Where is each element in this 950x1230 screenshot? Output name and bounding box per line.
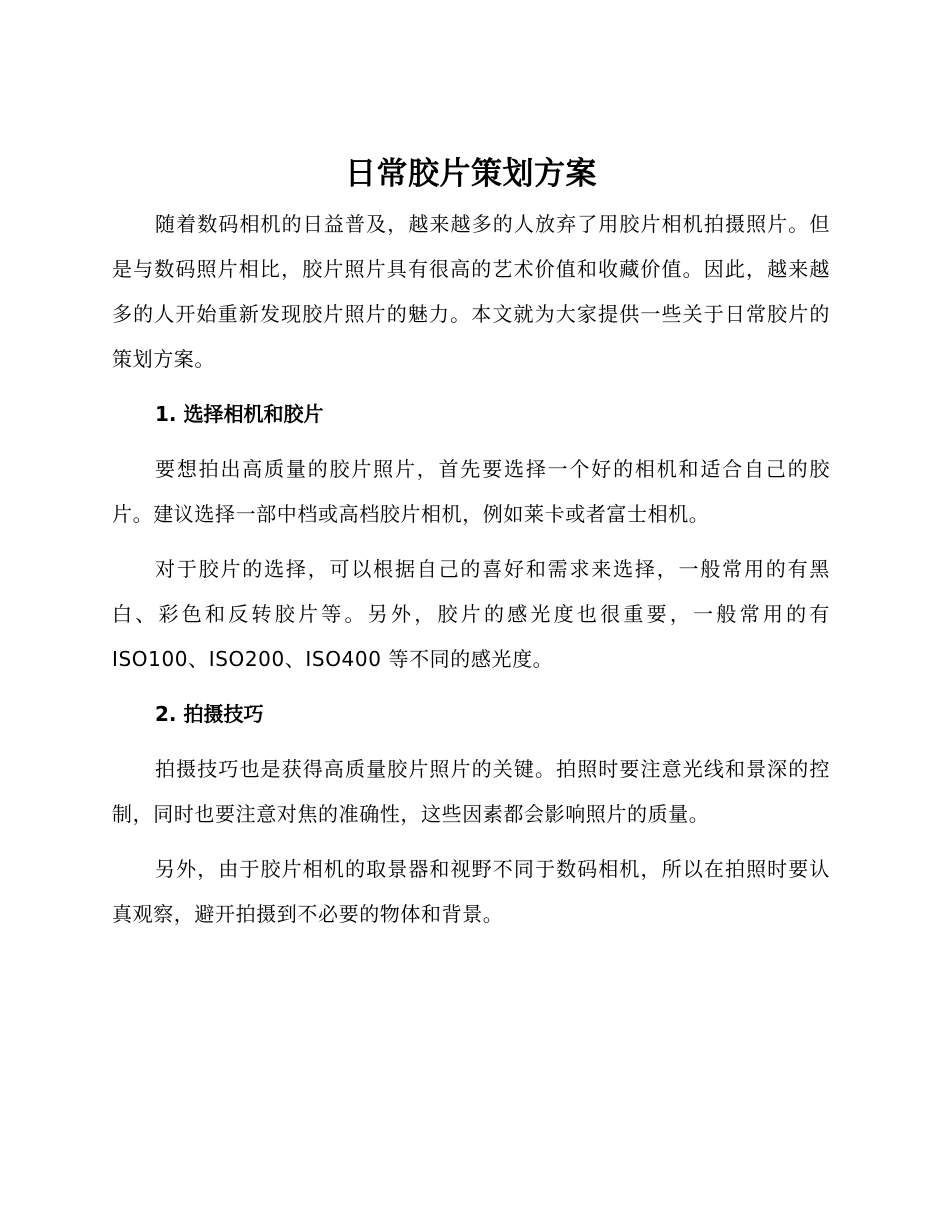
page-title: 日常胶片策划方案 — [345, 156, 597, 192]
section-2-paragraph-1: 拍摄技巧也是获得高质量胶片照片的关键。拍照时要注意光线和景深的控制，同时也要注意对焦的准确性，这些因素都会影响照片的质量。 — [112, 757, 830, 826]
document-body — [112, 148, 830, 947]
section-heading-camera-film: 1. 选择相机和胶片 — [155, 402, 324, 426]
section-heading-shooting-tips: 2. 拍摄技巧 — [155, 702, 264, 726]
section-1-paragraph-2: 对于胶片的选择，可以根据自己的喜好和需求来选择，一般常用的有黑白、彩色和反转胶片等。另外，胶片的感光度也很重要，一般常用的有 ISO100、ISO200、ISO400 等不同的感光度。 — [112, 557, 830, 671]
section-1-paragraph-1: 要想拍出高质量的胶片照片，首先要选择一个好的相机和适合自己的胶片。建议选择一部中档或高档胶片相机，例如莱卡或者富士相机。 — [112, 457, 830, 526]
section-2-paragraph-2: 另外，由于胶片相机的取景器和视野不同于数码相机，所以在拍照时要认真观察，避开拍摄到不必要的物体和背景。 — [112, 857, 830, 926]
intro-paragraph: 随着数码相机的日益普及，越来越多的人放弃了用胶片相机拍摄照片。但是与数码照片相比，胶片照片具有很高的艺术价值和收藏价值。因此，越来越多的人开始重新发现胶片照片的魅力。本文就为大家提供一些关于日常胶片的策划方案。 — [112, 212, 830, 371]
